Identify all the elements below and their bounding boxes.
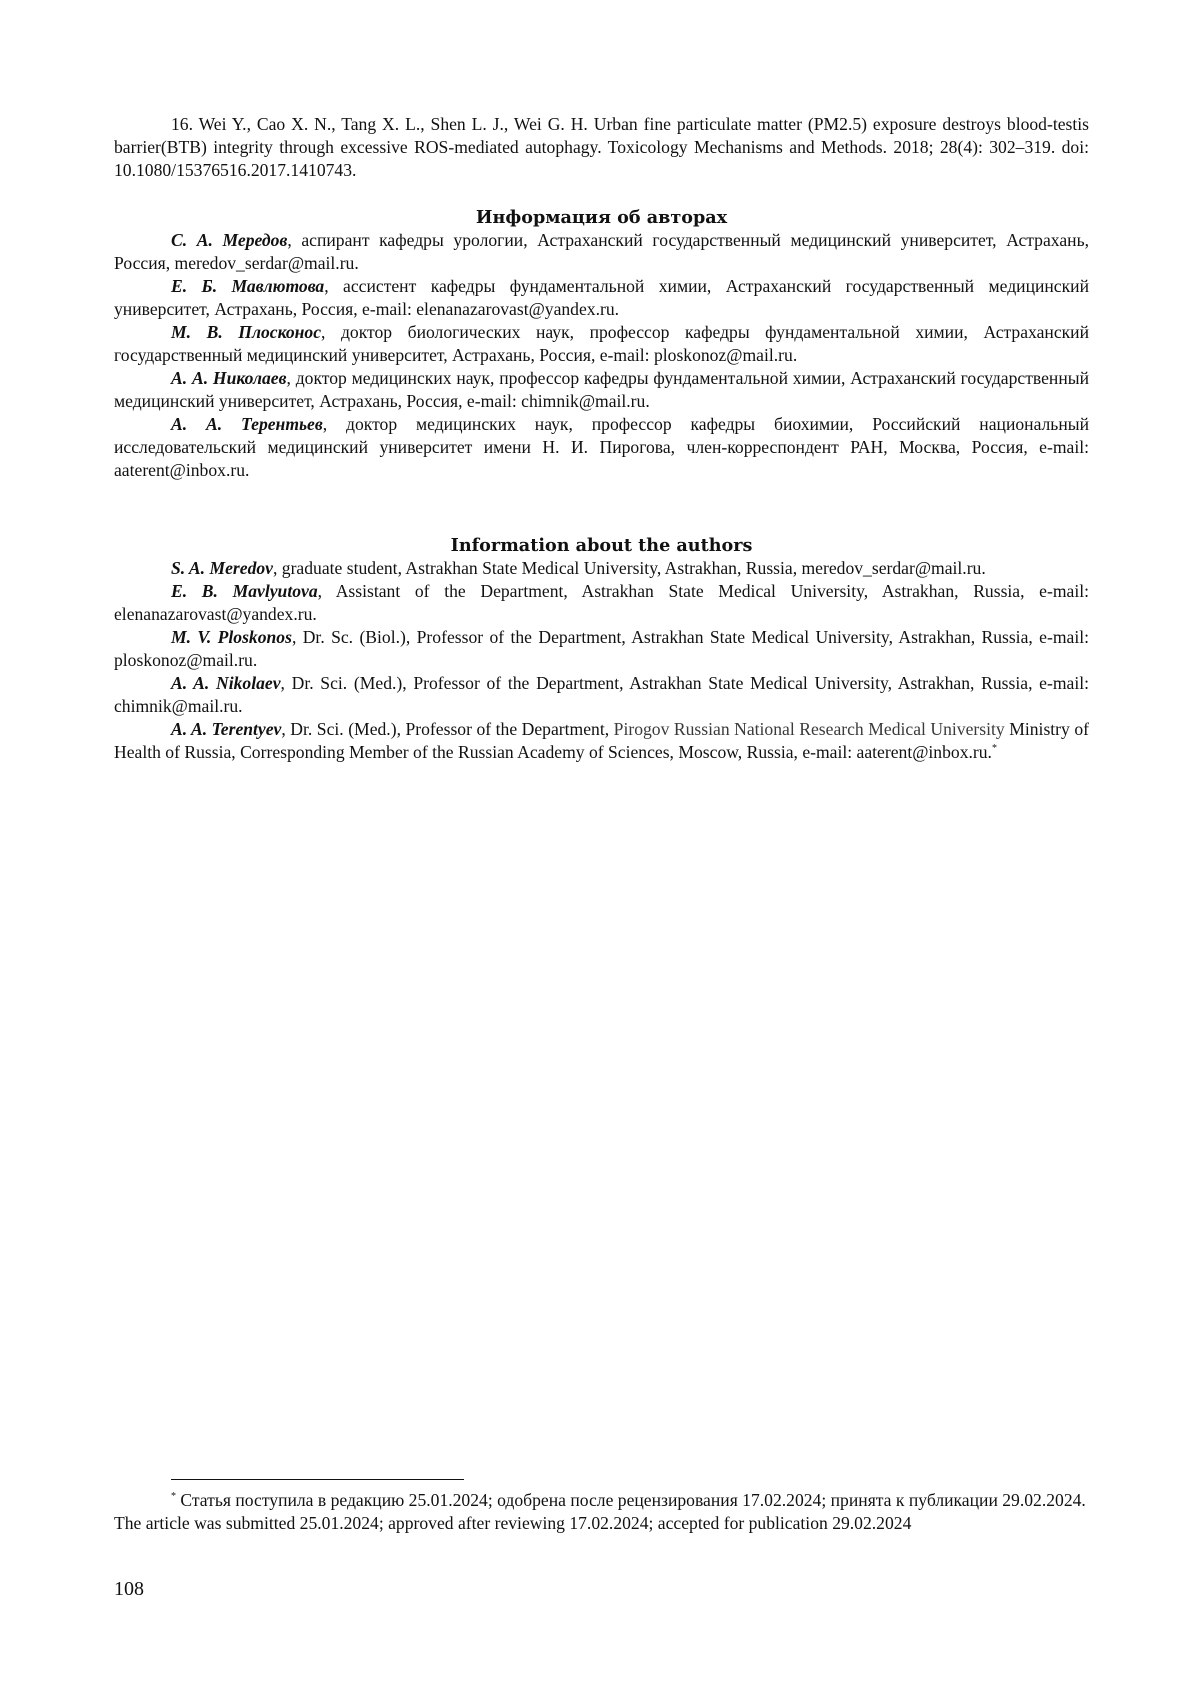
- footnote-mark: *: [171, 1491, 176, 1503]
- author-ru-name: М. В. Плосконос: [171, 322, 322, 342]
- author-ru-text: , доктор медицинских наук, профессор кафедры биохимии, Российский национальный исследовательский медицинский университет имени Н. И. Пирогова, член-корреспондент РАН, Москва, Россия, e-mail: aaterent@inbox.ru.: [114, 414, 1089, 480]
- author-ru-name: Е. Б. Мавлютова: [171, 276, 325, 296]
- author-en-name: M. V. Ploskonos: [171, 627, 292, 647]
- author-en-item: [114, 557, 1089, 580]
- author-ru-item: [114, 275, 1089, 321]
- reference-16: [114, 113, 1089, 182]
- author-en-item: [114, 626, 1089, 672]
- authors-en-heading: Information about the authors: [450, 535, 753, 556]
- author-en-text: , Dr. Sc. (Biol.), Professor of the Department, Astrakhan State Medical University, Astrakhan, Russia, e-mail: ploskonoz@mail.ru.: [114, 627, 1089, 670]
- author-en-name: E. B. Mavlyutova: [171, 581, 318, 601]
- author-ru-item: [114, 229, 1089, 275]
- author-ru-item: [114, 413, 1089, 482]
- author-en-text: , Assistant of the Department, Astrakhan State Medical University, Astrakhan, Russia, e-mail: elenanazarovast@yandex.ru.: [114, 581, 1089, 624]
- footnote-separator: [171, 1479, 464, 1480]
- page-number: 108: [114, 1578, 144, 1600]
- author-ru-name: С. А. Мередов: [171, 230, 288, 250]
- reference-text: 16. Wei Y., Cao X. N., Tang X. L., Shen L. J., Wei G. H. Urban fine particulate matter (PM2.5) exposure destroys blood-testis barrier(BTB) integrity through excessive ROS-mediated autophagy. Toxicology Mechanisms and Methods. 2018; 28(4): 302–319. doi: 10.1080/15376516.2017.1410743.: [114, 114, 1089, 180]
- author-en-name: A. A. Terentyev: [171, 719, 282, 739]
- authors-ru-heading: Информация об авторах: [475, 207, 728, 228]
- author-ru-item: [114, 321, 1089, 367]
- author-ru-name: А. А. Терентьев: [171, 414, 323, 434]
- author-en-item: [114, 672, 1089, 718]
- author-ru-text: , ассистент кафедры фундаментальной химии, Астраханский государственный медицинский университет, Астрахань, Россия, e-mail: elenanazarovast@yandex.ru.: [114, 276, 1089, 319]
- author-en-text: , Dr. Sci. (Med.), Professor of the Department,: [281, 719, 614, 739]
- author-en-text-after: Ministry of Health of Russia, Corresponding Member of the Russian Academy of Sciences, Moscow, Russia, e-mail: aaterent@inbox.ru.: [114, 719, 1090, 762]
- author-ru-text: , доктор медицинских наук, профессор кафедры фундаментальной химии, Астраханский государственный медицинский университет, Астрахань, Россия, e-mail: chimnik@mail.ru.: [114, 368, 1089, 411]
- footnote-ru: [114, 1489, 1089, 1512]
- author-ru-text: , доктор биологических наук, профессор кафедры фундаментальной химии, Астраханский государственный медицинский университет, Астрахань, Россия, e-mail: ploskonoz@mail.ru.: [114, 322, 1090, 365]
- footnote-en: The article was submitted 25.01.2024; approved after reviewing 17.02.2024; accepted for publication 29.02.2024: [114, 1513, 912, 1533]
- author-en-text: , graduate student, Astrakhan State Medical University, Astrakhan, Russia, meredov_serdar@mail.ru.: [272, 558, 986, 578]
- authors-ru-list: [114, 229, 1089, 482]
- footnote-mark: *: [991, 743, 997, 755]
- authors-en-list: [114, 557, 1089, 764]
- footnote: [114, 1489, 1089, 1535]
- author-en-name: A. A. Nikolaev: [171, 673, 281, 693]
- author-en-item: [114, 718, 1089, 764]
- author-en-org: Pirogov Russian National Research Medical University: [613, 719, 1005, 739]
- author-ru-name: А. А. Николаев: [171, 368, 287, 388]
- author-en-text: , Dr. Sci. (Med.), Professor of the Department, Astrakhan State Medical University, Astrakhan, Russia, e-mail: chimnik@mail.ru.: [114, 673, 1089, 716]
- author-ru-text: , аспирант кафедры урологии, Астраханский государственный медицинский университет, Астрахань, Россия, meredov_serdar@mail.ru.: [114, 230, 1089, 273]
- author-en-item: [114, 580, 1089, 626]
- footnote-ru-text: Статья поступила в редакцию 25.01.2024; одобрена после рецензирования 17.02.2024; принята к публикации 29.02.2024.: [176, 1490, 1086, 1510]
- author-ru-item: [114, 367, 1089, 413]
- author-en-name: S. A. Meredov: [171, 558, 273, 578]
